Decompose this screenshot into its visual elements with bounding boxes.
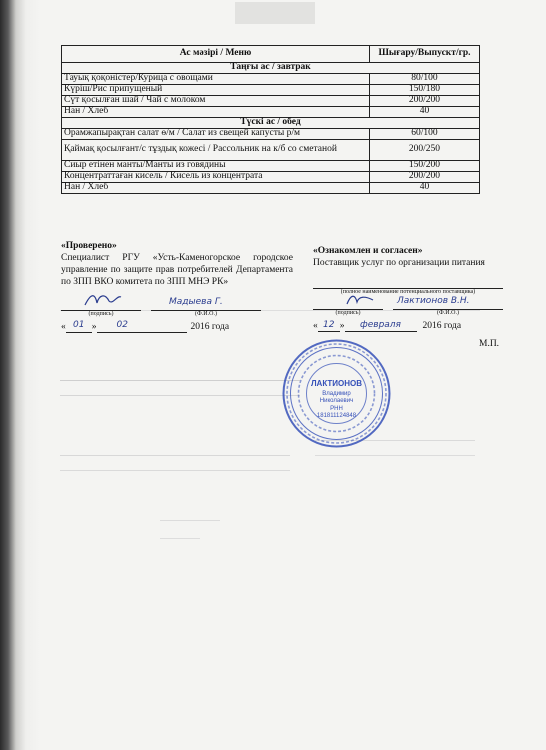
row-name: Тауық қоқоністер/Курица с овощами: [62, 73, 370, 84]
header-menu: Ас мәзірі / Меню: [62, 46, 370, 63]
date-quote-open: «: [313, 320, 318, 331]
date-year: 2016 года: [422, 320, 462, 331]
agreed-body: Поставщик услуг по организации питания: [313, 258, 485, 269]
date-year: 2016 года: [190, 321, 230, 332]
sign-caption: (подпись): [88, 310, 114, 317]
handwritten-name: Мадыева Г.: [169, 296, 223, 307]
checked-body: Специалист РГУ «Усть-Каменогорское городское управление по защите прав потребителей Департамента по ЗПП ВКО комитета по ЗПП МНЭ РК»: [61, 253, 293, 288]
stamp-name: ЛАКТИОНОВ: [310, 379, 363, 388]
row-name: Күріш/Рис припущеный: [62, 84, 370, 95]
date-quote-close: »: [91, 321, 97, 332]
row-name: Орамжапырақтан салат ө/м / Салат из свещей капусты р/м: [62, 128, 370, 139]
checked-date: [61, 319, 293, 333]
row-qty: 200/200: [370, 171, 480, 182]
row-qty: 80/100: [370, 73, 480, 84]
date-month: февраля: [360, 319, 401, 330]
mp-label: М.П.: [479, 339, 500, 349]
row-name: Нан / Хлеб: [62, 106, 370, 117]
name-caption: (Ф.И.О.): [195, 310, 217, 317]
supplier-line: [313, 277, 503, 289]
date-quote-open: «: [61, 321, 66, 332]
date-day: 12: [323, 319, 335, 330]
header-output: Шығару/Выпускт/гр.: [370, 46, 480, 63]
row-qty: 60/100: [370, 128, 480, 139]
date-quote-close: »: [339, 320, 345, 331]
sign-caption: (подпись): [335, 309, 361, 316]
row-name: Концентраттаған кисель / Кисель из концентрата: [62, 171, 370, 182]
signature-line: [313, 298, 383, 310]
agreed-block: [313, 245, 503, 332]
stamp-sub1: Владимир: [322, 391, 351, 397]
handwritten-signature: [83, 291, 123, 309]
agreed-sign-row: [313, 295, 503, 317]
round-seal-stamp: [281, 338, 392, 449]
name-line: [393, 295, 503, 310]
row-name: Нан / Хлеб: [62, 182, 370, 193]
row-name: Қаймақ қосылғант/с тұздық кожесі / Рассольник на к/б со сметаной: [62, 139, 370, 160]
signature-line: [61, 299, 141, 311]
name-line: [151, 296, 261, 311]
supplier-caption: (полное наименование потенциального поставщика): [340, 289, 476, 296]
section-title: Таңғы ас / завтрак: [62, 63, 480, 74]
stamp-rnn: 181811124848: [316, 413, 357, 419]
section-title: Түскі ас / обед: [62, 117, 480, 128]
name-caption: (Ф.И.О.): [437, 309, 459, 316]
handwritten-name: Лактионов В.Н.: [397, 295, 470, 306]
row-qty: 200/200: [370, 95, 480, 106]
row-qty: 40: [370, 182, 480, 193]
date-day: 01: [73, 320, 85, 331]
checked-block: [61, 240, 293, 333]
row-qty: 150/200: [370, 160, 480, 171]
menu-table: [61, 45, 480, 194]
handwritten-signature: [345, 292, 375, 308]
checked-sign-row: [61, 296, 293, 318]
row-name: Сүт қосылған шай / Чай с молоком: [62, 95, 370, 106]
row-name: Сиыр етінен манты/Манты из говядины: [62, 160, 370, 171]
agreed-date: [313, 319, 503, 333]
row-qty: 40: [370, 106, 480, 117]
agreed-heading: «Ознакомлен и согласен»: [313, 246, 423, 256]
stamp-rnn-label: РНН: [330, 406, 343, 412]
date-month: 02: [116, 320, 128, 331]
row-qty: 200/250: [370, 139, 480, 160]
stamp-sub2: Николаевич: [319, 398, 354, 404]
checked-heading: «Проверено»: [61, 241, 117, 251]
row-qty: 150/180: [370, 84, 480, 95]
